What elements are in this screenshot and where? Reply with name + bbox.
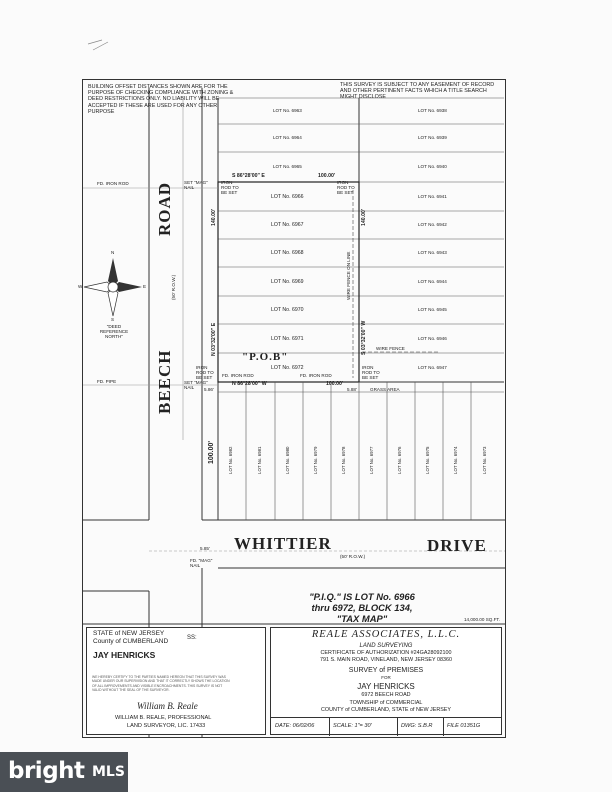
compass-w: W [78, 284, 83, 289]
fd-pipe-label: FD. PIPE [97, 379, 117, 384]
survey-title: SURVEY of PREMISES [348, 667, 424, 674]
county-label: County of CUMBERLAND [93, 638, 169, 645]
lot-bottom-3: LOT No. 6980 [285, 446, 290, 474]
firm-certificate: CERTIFICATE OF AUTHORIZATION #24GA28092100 [320, 650, 452, 656]
piq-line-3: "TAX MAP" [336, 613, 388, 624]
distance-lot-depth: 100.00' [208, 440, 215, 464]
drawing-date: DATE: 06/02/06 [275, 723, 315, 729]
ss-label: SS: [187, 635, 197, 641]
bright-mls-logo [0, 752, 128, 792]
bearing-top: S 86°28'00" E [232, 173, 265, 179]
state-label: STATE of NEW JERSEY [93, 630, 165, 637]
lot-right-2: LOT No. 6939 [418, 135, 447, 140]
lot-right-1: LOT No. 6938 [418, 108, 447, 113]
street-name-whittier: WHITTIER [234, 534, 332, 553]
lot-bottom-2: LOT No. 6981 [257, 446, 262, 474]
lot-bottom-5: LOT No. 6978 [341, 446, 346, 474]
lot-subject-2: LOT No. 6967 [271, 222, 304, 228]
lot-right-4: LOT No. 6941 [418, 194, 447, 199]
easement-note: THIS SURVEY IS SUBJECT TO ANY EASEMENT OF RECORD AND OTHER PERTINENT FACTS WHICH A TITLE SEARCH MIGHT DISCLOSE [340, 82, 495, 101]
lot-subject-3: LOT No. 6968 [271, 250, 304, 256]
lot-bottom-6: LOT No. 6977 [369, 446, 374, 474]
firm-service: LAND SURVEYING [359, 643, 413, 649]
set-mag-nail-label-2: SET "MAG" NAIL [184, 380, 208, 390]
offset-label-3: 5.85' [200, 546, 210, 551]
drawing-file: FILE 01351G [447, 723, 481, 729]
lot-upper-2: LOT No. 6964 [273, 135, 302, 140]
lot-subject-4: LOT No. 6969 [271, 279, 304, 285]
township-label: TOWNSHIP of COMMERCIAL [349, 700, 423, 706]
lot-bottom-4: LOT No. 6979 [313, 446, 318, 474]
lot-upper-3: LOT No. 6965 [273, 164, 302, 169]
grass-area-label: GRASS AREA [370, 387, 400, 392]
lot-right-7: LOT No. 6944 [418, 279, 447, 284]
iron-rod-set-label-2: IRON ROD TO BE SET [337, 180, 355, 195]
iron-rod-set-label-1: IRON ROD TO BE SET [221, 180, 239, 195]
beech-row-label: (50' R.O.W.) [171, 274, 176, 300]
piq-note [218, 591, 506, 624]
whittier-row-label: (50' R.O.W.) [340, 554, 366, 559]
title-block [270, 627, 502, 735]
distance-right: 140.00' [361, 208, 367, 226]
lot-right-3: LOT No. 6940 [418, 164, 447, 169]
street-name-beech-top: ROAD [155, 181, 174, 236]
lot-right-10: LOT No. 6947 [418, 365, 447, 370]
street-name-drive: DRIVE [427, 536, 487, 555]
logo-suffix-text: MLS [92, 764, 125, 780]
iron-rod-set-label-4: IRON ROD TO BE SET [362, 365, 380, 380]
street-name-beech-bottom: BEECH [155, 349, 174, 414]
compass-e: E [143, 284, 147, 289]
drawing-scale: SCALE: 1"= 30' [333, 723, 372, 729]
piq-line-1: "P.I.Q." IS LOT No. 6966 [309, 591, 415, 602]
certification-box [86, 627, 266, 735]
surveyor-license: LAND SURVEYOR, LIC. 17433 [127, 723, 206, 729]
lot-right-8: LOT No. 6945 [418, 307, 447, 312]
client-name: JAY HENRICKS [357, 682, 415, 691]
certified-client-name: JAY HENRICKS [93, 650, 156, 660]
lot-right-6: LOT No. 6943 [418, 250, 447, 255]
lot-right-5: LOT No. 6942 [418, 222, 447, 227]
deed-reference-label: "DEED REFERENCE NORTH" [99, 324, 129, 339]
wire-fence-line-label: WIRE FENCE ON LINE [346, 251, 351, 300]
lot-bottom-9: LOT No. 6974 [453, 446, 458, 474]
lot-bottom-10: LOT No. 6973 [482, 446, 487, 474]
lot-subject-6: LOT No. 6971 [271, 336, 304, 342]
fd-mag-nail-label: FD. "MAG" NAIL [190, 558, 213, 568]
lot-bottom-1: LOT No. 6982 [228, 446, 233, 474]
lot-subject-1: LOT No. 6966 [271, 194, 304, 200]
title-block-footer [271, 717, 501, 736]
logo-brand-text: bright [8, 758, 85, 784]
lot-subject-5: LOT No. 6970 [271, 307, 304, 313]
distance-bottom: 100.00' [326, 381, 344, 387]
fd-iron-rod-label-3: FD. IRON ROD [300, 373, 332, 378]
county-state-label: COUNTY of CUMBERLAND, STATE of NEW JERSEY [321, 707, 451, 713]
for-label: FOR [381, 675, 391, 680]
bearing-right: S 03°32'00" W [361, 320, 367, 355]
surveyor-name: WILLIAM B. REALE, PROFESSIONAL [115, 715, 212, 721]
iron-rod-set-label-3: IRON ROD TO BE SET [196, 365, 214, 380]
drawing-dwg: DWG: S.B.R [401, 723, 433, 729]
area-label: 14,000.00 SQ.FT. [463, 617, 500, 622]
lot-bottom-8: LOT No. 6975 [425, 446, 430, 474]
wire-fence-label: WIRE FENCE [376, 346, 405, 351]
property-address: 6972 BEECH ROAD [361, 692, 411, 698]
distance-top: 100.00' [318, 173, 336, 179]
fd-iron-rod-label-2: FD. IRON ROD [222, 373, 254, 378]
lot-subject-7: LOT No. 6972 [271, 365, 304, 371]
offset-label-1: 5.86' [204, 387, 214, 392]
bearing-left: N 03°32'00" E [211, 322, 217, 356]
fd-iron-rod-label-1: FD. IRON ROD [97, 181, 129, 186]
lot-upper-1: LOT No. 6963 [273, 108, 302, 113]
surveyor-signature: William B. Reale [137, 701, 198, 711]
distance-left: 140.00' [211, 208, 217, 226]
pob-label: "P.O.B" [242, 351, 289, 363]
compass-s: S [111, 317, 115, 322]
compass-n: N [111, 250, 115, 255]
piq-line-2: thru 6972, BLOCK 134, [311, 602, 413, 613]
firm-name: REALE ASSOCIATES, L.L.C. [311, 629, 461, 640]
firm-address: 791 S. MAIN ROAD, VINELAND, NEW JERSEY 08360 [319, 657, 453, 663]
lot-right-9: LOT No. 6946 [418, 336, 447, 341]
lot-bottom-7: LOT No. 6976 [397, 446, 402, 474]
certification-text: WE HEREBY CERTIFY TO THE PARTIES NAMED HEREON THAT THIS SURVEY WAS MADE UNDER OUR SUPERVISION AND THAT IT CORRECTLY SHOWS THE LOCATION OF ALL IMPROVEMENTS AND VISIBLE ENCROACHMENTS. THIS SURVEY IS NOT VALID WITHOUT THE SEAL OF THE SURVEYOR. [92, 675, 230, 693]
offset-note: BUILDING OFFSET DISTANCES SHOWN ARE FOR THE PURPOSE OF CHECKING COMPLIANCE WITH ZONING & DEED RESTRICTIONS ONLY. NO LIABILITY WILL BE ACCEPTED IF THESE ARE USED FOR ANY OTHER PURPOSE [88, 84, 234, 115]
bearing-bottom: N 86°28'00" W [232, 381, 267, 387]
offset-label-2: 5.88' [347, 387, 357, 392]
set-mag-nail-label-1: SET "MAG" NAIL [184, 180, 208, 190]
